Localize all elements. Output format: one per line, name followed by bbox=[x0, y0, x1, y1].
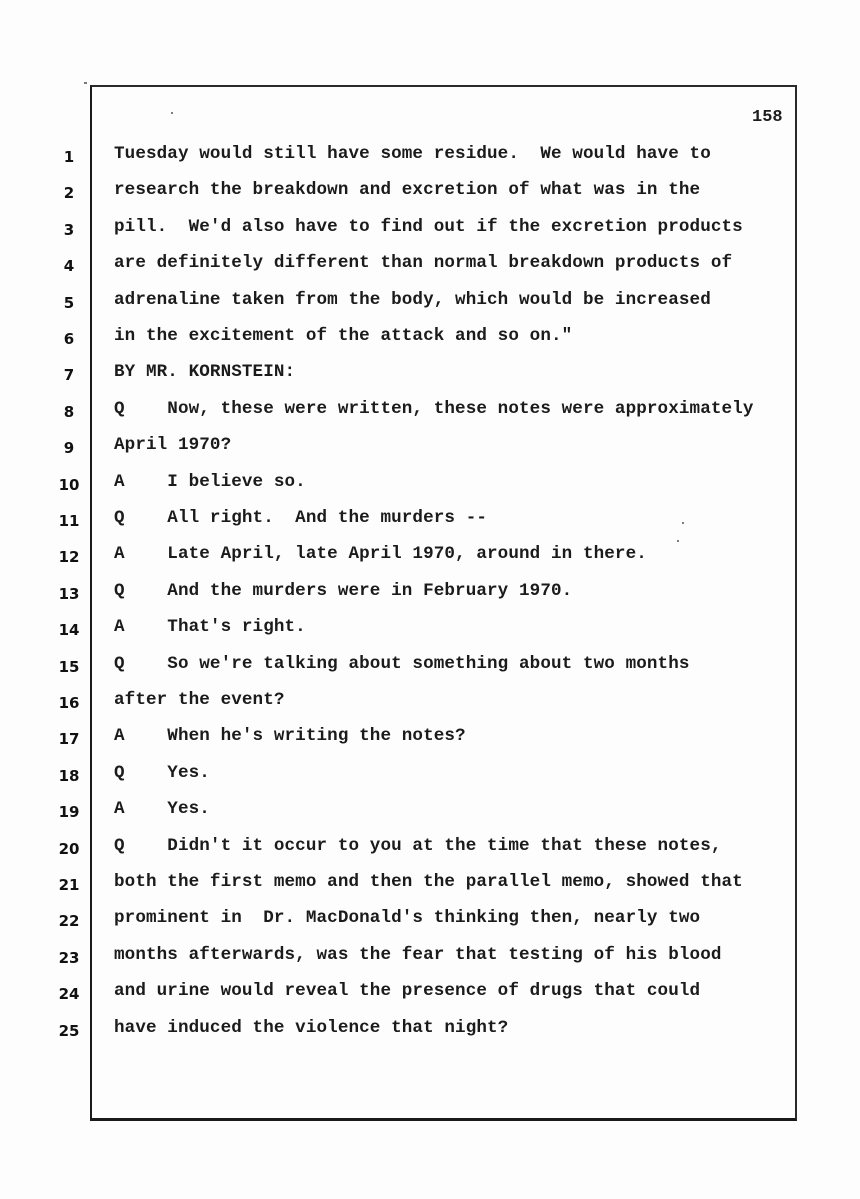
transcript-line bbox=[0, 435, 860, 459]
transcript-line bbox=[0, 872, 860, 896]
transcript-line bbox=[0, 726, 860, 750]
line-text: adrenaline taken from the body, which would be increased bbox=[114, 289, 711, 310]
transcript-line bbox=[0, 472, 860, 496]
line-text: BY MR. KORNSTEIN: bbox=[114, 362, 296, 383]
transcript-line bbox=[0, 945, 860, 969]
transcript-line bbox=[0, 544, 860, 568]
line-number: 12 bbox=[58, 548, 80, 567]
page-number: 158 bbox=[752, 108, 783, 127]
line-text: have induced the violence that night? bbox=[114, 1017, 509, 1038]
line-text: and urine would reveal the presence of drugs that could bbox=[114, 981, 701, 1002]
transcript-line bbox=[0, 180, 860, 204]
line-text: in the excitement of the attack and so on." bbox=[114, 326, 573, 346]
line-text: months afterwards, was the fear that testing of his blood bbox=[114, 944, 722, 965]
transcript-line bbox=[0, 399, 860, 423]
line-number: 10 bbox=[58, 475, 80, 494]
line-number: 13 bbox=[58, 584, 80, 603]
line-text: A Late April, late April 1970, around in there. bbox=[114, 544, 647, 565]
line-text: both the first memo and then the parallel memo, showed that bbox=[114, 872, 743, 892]
transcript-line bbox=[0, 690, 860, 714]
line-number: 1 bbox=[63, 148, 75, 166]
line-number: 18 bbox=[58, 766, 80, 785]
scan-speck bbox=[171, 112, 173, 114]
transcript-line bbox=[0, 253, 860, 277]
line-number: 5 bbox=[63, 293, 75, 312]
line-number: 17 bbox=[58, 730, 80, 749]
line-text: Q All right. And the murders -- bbox=[114, 508, 488, 528]
transcript-line bbox=[0, 290, 860, 314]
corner-mark bbox=[84, 82, 87, 84]
line-text: are definitely different than normal breakdown products of bbox=[114, 253, 733, 274]
line-text: prominent in Dr. MacDonald's thinking then, nearly two bbox=[114, 908, 701, 929]
line-text: A I believe so. bbox=[114, 471, 306, 492]
line-text: April 1970? bbox=[114, 435, 232, 456]
line-number: 3 bbox=[63, 220, 75, 239]
line-text: Q Now, these were written, these notes were approximately bbox=[114, 398, 754, 419]
line-number: 24 bbox=[58, 985, 80, 1004]
line-text: research the breakdown and excretion of what was in the bbox=[114, 180, 701, 201]
line-text: A When he's writing the notes? bbox=[114, 726, 466, 747]
line-number: 14 bbox=[58, 621, 80, 640]
line-number: 16 bbox=[58, 694, 80, 712]
transcript-line bbox=[0, 508, 860, 532]
transcript-line bbox=[0, 654, 860, 678]
line-number: 15 bbox=[58, 657, 80, 676]
transcript-line bbox=[0, 981, 860, 1005]
line-text: pill. We'd also have to find out if the excretion products bbox=[114, 216, 743, 237]
transcript-line bbox=[0, 144, 860, 168]
line-text: Q Didn't it occur to you at the time that these notes, bbox=[114, 835, 722, 856]
line-number: 23 bbox=[58, 948, 80, 967]
line-number: 25 bbox=[58, 1021, 80, 1040]
line-number: 8 bbox=[63, 402, 75, 421]
line-text: Q And the murders were in February 1970. bbox=[114, 580, 573, 601]
line-text: after the event? bbox=[114, 690, 285, 710]
line-number: 2 bbox=[63, 184, 75, 203]
line-number: 21 bbox=[58, 876, 80, 894]
line-number: 7 bbox=[63, 366, 75, 385]
line-text: A Yes. bbox=[114, 799, 210, 820]
transcript-line bbox=[0, 326, 860, 350]
transcript-line bbox=[0, 362, 860, 386]
line-text: Q Yes. bbox=[114, 762, 210, 783]
line-number: 9 bbox=[63, 439, 75, 458]
transcript-line bbox=[0, 799, 860, 823]
line-number: 11 bbox=[58, 512, 80, 530]
line-number: 22 bbox=[58, 912, 80, 931]
line-number: 20 bbox=[58, 839, 80, 858]
transcript-line bbox=[0, 836, 860, 860]
transcript-line bbox=[0, 217, 860, 241]
line-text: Q So we're talking about something about two months bbox=[114, 653, 690, 674]
line-text: A That's right. bbox=[114, 617, 306, 638]
line-number: 19 bbox=[58, 803, 80, 822]
line-number: 6 bbox=[63, 330, 75, 348]
transcript-line bbox=[0, 581, 860, 605]
line-number: 4 bbox=[63, 257, 75, 276]
transcript-line bbox=[0, 763, 860, 787]
line-text: Tuesday would still have some residue. We would have to bbox=[114, 144, 711, 164]
transcript-line bbox=[0, 908, 860, 932]
transcript-line bbox=[0, 1018, 860, 1042]
transcript-line bbox=[0, 617, 860, 641]
scan-speck bbox=[677, 540, 679, 542]
